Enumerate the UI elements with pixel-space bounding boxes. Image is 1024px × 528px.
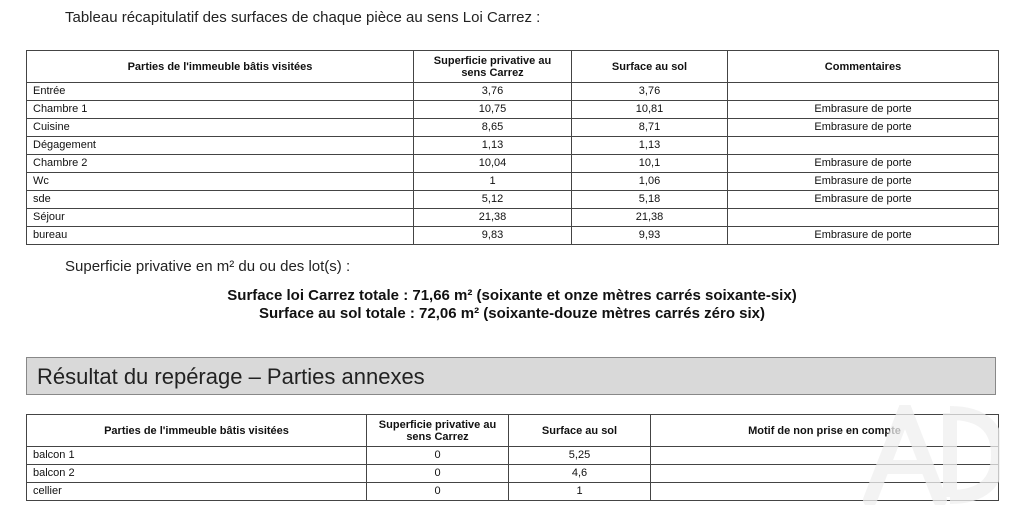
cell-surface-sol: 9,93 bbox=[572, 227, 728, 245]
cell-surface-sol: 1 bbox=[509, 483, 651, 501]
total-sol: Surface au sol totale : 72,06 m² (soixante-douze mètres carrés zéro six) bbox=[258, 305, 766, 322]
cell-commentaire: Embrasure de porte bbox=[728, 101, 999, 119]
cell-surface-sol: 5,25 bbox=[509, 447, 651, 465]
cell-partie: Dégagement bbox=[27, 137, 414, 155]
total-carrez: Surface loi Carrez totale : 71,66 m² (soixante et onze mètres carrés soixante-six) bbox=[227, 287, 797, 304]
surfaces-table bbox=[26, 50, 999, 245]
header-parties: Parties de l'immeuble bâtis visitées bbox=[27, 415, 367, 447]
table-row bbox=[27, 209, 999, 227]
cell-surface-sol: 1,13 bbox=[572, 137, 728, 155]
table-row bbox=[27, 83, 999, 101]
header-surface-sol: Surface au sol bbox=[572, 51, 728, 83]
cell-commentaire bbox=[651, 447, 999, 465]
cell-superficie-carrez: 3,76 bbox=[414, 83, 572, 101]
annexes-table-body bbox=[27, 447, 999, 501]
cell-partie: balcon 1 bbox=[27, 447, 367, 465]
cell-commentaire bbox=[728, 209, 999, 227]
table-row bbox=[27, 227, 999, 245]
cell-partie: Chambre 2 bbox=[27, 155, 414, 173]
table-row bbox=[27, 447, 999, 465]
cell-superficie-carrez: 10,75 bbox=[414, 101, 572, 119]
cell-partie: Entrée bbox=[27, 83, 414, 101]
cell-commentaire bbox=[651, 483, 999, 501]
cell-superficie-carrez: 10,04 bbox=[414, 155, 572, 173]
table-row bbox=[27, 101, 999, 119]
header-superficie-carrez: Superficie privative au sens Carrez bbox=[367, 415, 509, 447]
cell-surface-sol: 21,38 bbox=[572, 209, 728, 227]
table-row bbox=[27, 191, 999, 209]
cell-superficie-carrez: 5,12 bbox=[414, 191, 572, 209]
annexes-table bbox=[26, 414, 999, 501]
cell-partie: Wc bbox=[27, 173, 414, 191]
cell-surface-sol: 4,6 bbox=[509, 465, 651, 483]
cell-superficie-carrez: 1,13 bbox=[414, 137, 572, 155]
cell-commentaire: Embrasure de porte bbox=[728, 155, 999, 173]
cell-superficie-carrez: 0 bbox=[367, 465, 509, 483]
table-row bbox=[27, 155, 999, 173]
cell-surface-sol: 3,76 bbox=[572, 83, 728, 101]
cell-commentaire: Embrasure de porte bbox=[728, 191, 999, 209]
table-row bbox=[27, 119, 999, 137]
cell-commentaire bbox=[728, 137, 999, 155]
cell-superficie-carrez: 0 bbox=[367, 447, 509, 465]
cell-surface-sol: 5,18 bbox=[572, 191, 728, 209]
cell-partie: Chambre 1 bbox=[27, 101, 414, 119]
cell-surface-sol: 1,06 bbox=[572, 173, 728, 191]
cell-surface-sol: 10,81 bbox=[572, 101, 728, 119]
cell-commentaire: Embrasure de porte bbox=[728, 173, 999, 191]
section-title-annexes: Résultat du repérage – Parties annexes bbox=[26, 357, 996, 395]
cell-commentaire bbox=[728, 83, 999, 101]
cell-partie: balcon 2 bbox=[27, 465, 367, 483]
cell-surface-sol: 8,71 bbox=[572, 119, 728, 137]
surfaces-table-body bbox=[27, 83, 999, 245]
header-motif: Motif de non prise en compte bbox=[651, 415, 999, 447]
cell-partie: Cuisine bbox=[27, 119, 414, 137]
cell-surface-sol: 10,1 bbox=[572, 155, 728, 173]
header-commentaires: Commentaires bbox=[728, 51, 999, 83]
table-header-row bbox=[27, 51, 999, 83]
table-row bbox=[27, 137, 999, 155]
header-parties: Parties de l'immeuble bâtis visitées bbox=[27, 51, 414, 83]
superficie-label: Superficie privative en m² du ou des lot(s) : bbox=[65, 258, 351, 275]
cell-superficie-carrez: 0 bbox=[367, 483, 509, 501]
table-row bbox=[27, 465, 999, 483]
cell-commentaire bbox=[651, 465, 999, 483]
cell-superficie-carrez: 8,65 bbox=[414, 119, 572, 137]
header-surface-sol: Surface au sol bbox=[509, 415, 651, 447]
page-heading: Tableau récapitulatif des surfaces de chaque pièce au sens Loi Carrez : bbox=[65, 9, 541, 26]
cell-superficie-carrez: 9,83 bbox=[414, 227, 572, 245]
table-row bbox=[27, 483, 999, 501]
cell-commentaire: Embrasure de porte bbox=[728, 227, 999, 245]
header-superficie-carrez: Superficie privative au sens Carrez bbox=[414, 51, 572, 83]
table-row bbox=[27, 173, 999, 191]
cell-partie: sde bbox=[27, 191, 414, 209]
cell-partie: cellier bbox=[27, 483, 367, 501]
cell-partie: bureau bbox=[27, 227, 414, 245]
table-header-row bbox=[27, 415, 999, 447]
totals-block bbox=[0, 287, 1024, 323]
cell-commentaire: Embrasure de porte bbox=[728, 119, 999, 137]
cell-superficie-carrez: 21,38 bbox=[414, 209, 572, 227]
cell-partie: Séjour bbox=[27, 209, 414, 227]
cell-superficie-carrez: 1 bbox=[414, 173, 572, 191]
